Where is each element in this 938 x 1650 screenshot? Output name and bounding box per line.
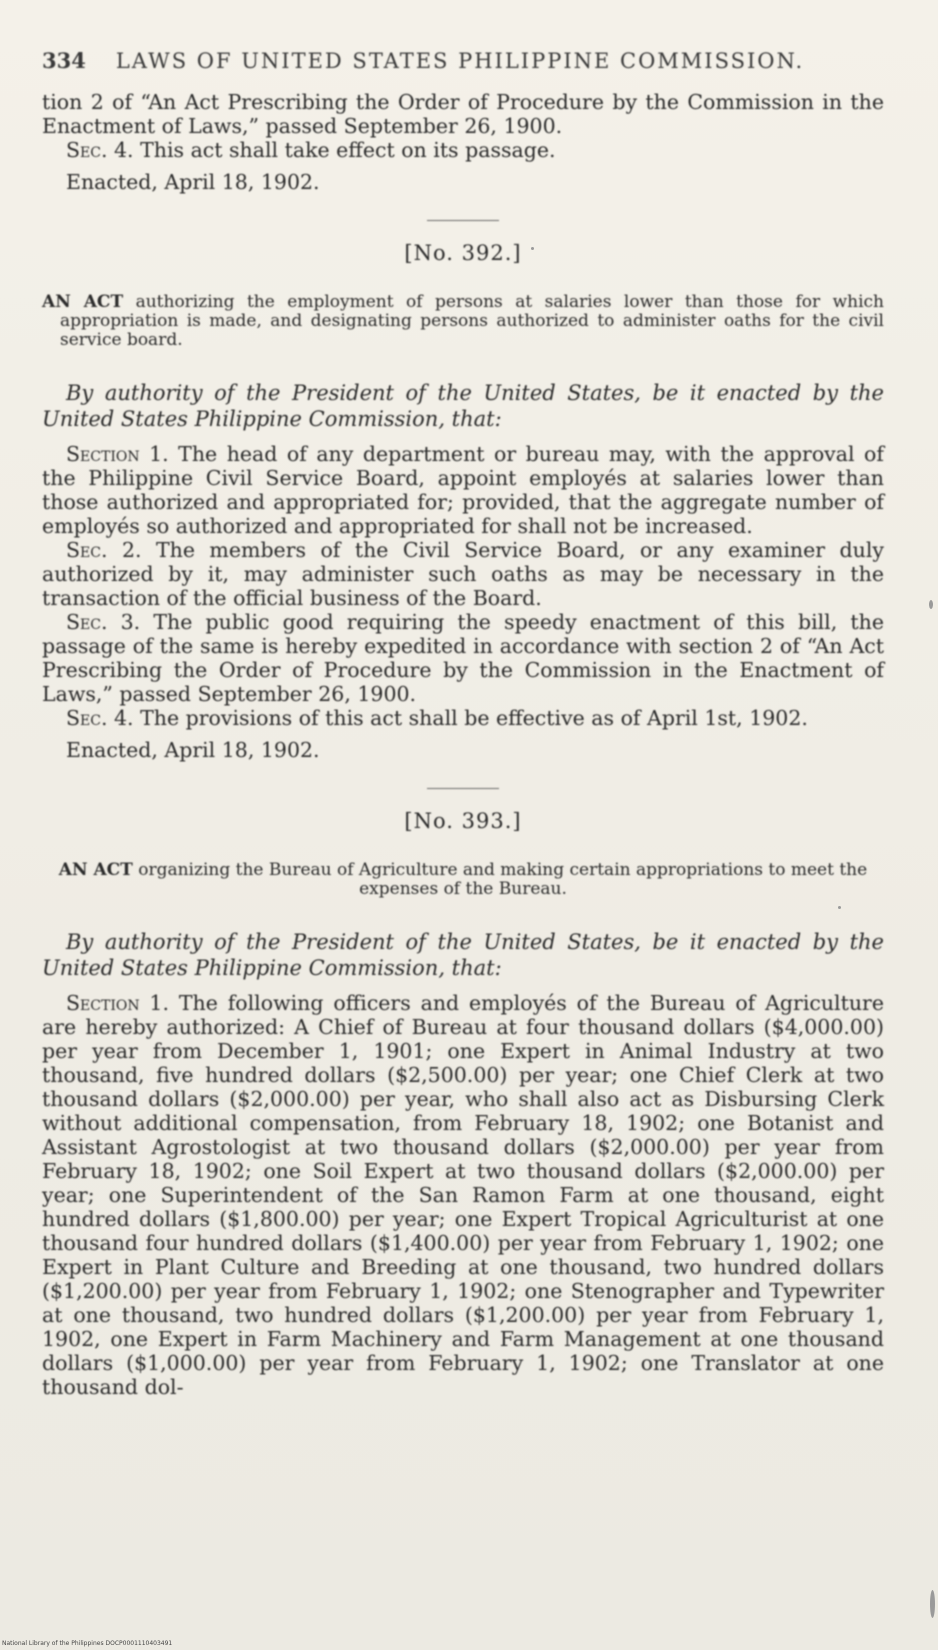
page-content	[42, 48, 884, 1399]
act-392-enacting-clause: By authority of the President of the United States, be it enacted by the United States Philippine Commission, that:	[42, 381, 884, 431]
continuation-enacted-date: Enacted, April 18, 1902.	[66, 170, 320, 194]
act-392-section-2	[42, 538, 884, 610]
act-title-lead: AN ACT	[58, 860, 133, 880]
section-divider	[427, 788, 499, 789]
section-label: Sec. 4.	[66, 706, 134, 730]
section-label: Section 1.	[66, 991, 169, 1015]
scan-speck	[531, 247, 534, 250]
act-title-lead: AN ACT	[42, 292, 124, 312]
scan-speck	[929, 600, 933, 609]
act-393-title	[42, 861, 884, 899]
section-text: The provisions of this act shall be effective as of April 1st, 1902.	[140, 706, 808, 730]
act-392-section-4	[42, 706, 884, 730]
act-393-number: [No. 393.]	[404, 809, 522, 833]
page-number: 334	[42, 48, 86, 73]
act-392-title	[42, 293, 884, 350]
section-text: The head of any department or bureau may, with the approval of the Philippine Civil Service Board, appoint employés at salaries lower than those authorized and appropriated for; provided, that the aggregate number of employés so authorized and appropriated for shall not be increased.	[42, 442, 884, 538]
act-393-enacting-clause: By authority of the President of the United States, be it enacted by the United States Philippine Commission, that:	[42, 930, 884, 980]
section-text: This act shall take effect on its passage.	[140, 138, 556, 162]
section-text: The following officers and employés of the Bureau of Agriculture are hereby authorized: A Chief of Bureau at four thousand dollars ($4,000.00) per year from December 1, 1901; one Expert in Animal Industry at two thousand, five hundred dollars ($2,500.00) per year; one Chief Clerk at two thousand dollars ($2,000.00) per year, who shall also act as Disbursing Clerk without additional compensation, from February 18, 1902; one Botanist and Assistant Agrostologist at two thousand dollars ($2,000.00) per year from February 18, 1902; one Soil Expert at two thousand dollars ($2,000.00) per year; one Superintendent of the San Ramon Farm at one thousand, eight hundred dollars ($1,800.00) per year; one Expert Tropical Agriculturist at one thousand four hundred dollars ($1,400.00) per year from February 1, 1902; one Expert in Plant Culture and Breeding at one thousand, two hundred dollars ($1,200.00) per year from February 1, 1902; one Stenographer and Typewriter at one thousand, two hundred dollars ($1,200.00) per year from February 1, 1902, one Expert in Farm Machinery and Farm Management at one thousand dollars ($1,000.00) per year from February 1, 1902; one Translator at one thousand dol-	[42, 991, 884, 1399]
act-392-number: [No. 392.]	[404, 241, 522, 265]
act-392-section-3	[42, 610, 884, 706]
running-head-title: LAWS OF UNITED STATES PHILIPPINE COMMISSION.	[115, 49, 805, 73]
scan-speck	[838, 906, 841, 909]
section-text: The members of the Civil Service Board, or any examiner duly authorized by it, may administer such oaths as may be necessary in the transaction of the official business of the Board.	[42, 538, 884, 610]
section-text: The public good requiring the speedy enactment of this bill, the passage of the same is hereby expedited in accordance with section 2 of “An Act Prescribing the Order of Procedure by the Commission in the Enactment of Laws,” passed September 26, 1900.	[42, 610, 884, 706]
continuation-section-4	[42, 138, 884, 162]
act-title-text: authorizing the employment of persons at salaries lower than those for which appropriation is made, and designating persons authorized to administer oaths for the civil service board.	[60, 292, 884, 350]
scan-footer-note: National Library of the Philippines DOCP0001110403491	[2, 1640, 173, 1647]
act-392-enacted-date: Enacted, April 18, 1902.	[66, 738, 320, 762]
section-label: Section 1.	[66, 442, 169, 466]
act-title-text: organizing the Bureau of Agriculture and making certain appropriations to meet the expenses of the Bureau.	[138, 860, 868, 899]
section-divider	[427, 220, 499, 221]
continuation-paragraph: tion 2 of “An Act Prescribing the Order of Procedure by the Commission in the Enactment of Laws,” passed September 26, 1900.	[42, 90, 884, 138]
scan-speck	[930, 1590, 935, 1618]
act-393-section-1	[42, 991, 884, 1399]
running-head	[42, 48, 884, 90]
section-label: Sec. 3.	[66, 610, 141, 634]
act-392-section-1	[42, 442, 884, 538]
section-label: Sec. 4.	[66, 138, 134, 162]
section-label: Sec. 2.	[66, 538, 142, 562]
